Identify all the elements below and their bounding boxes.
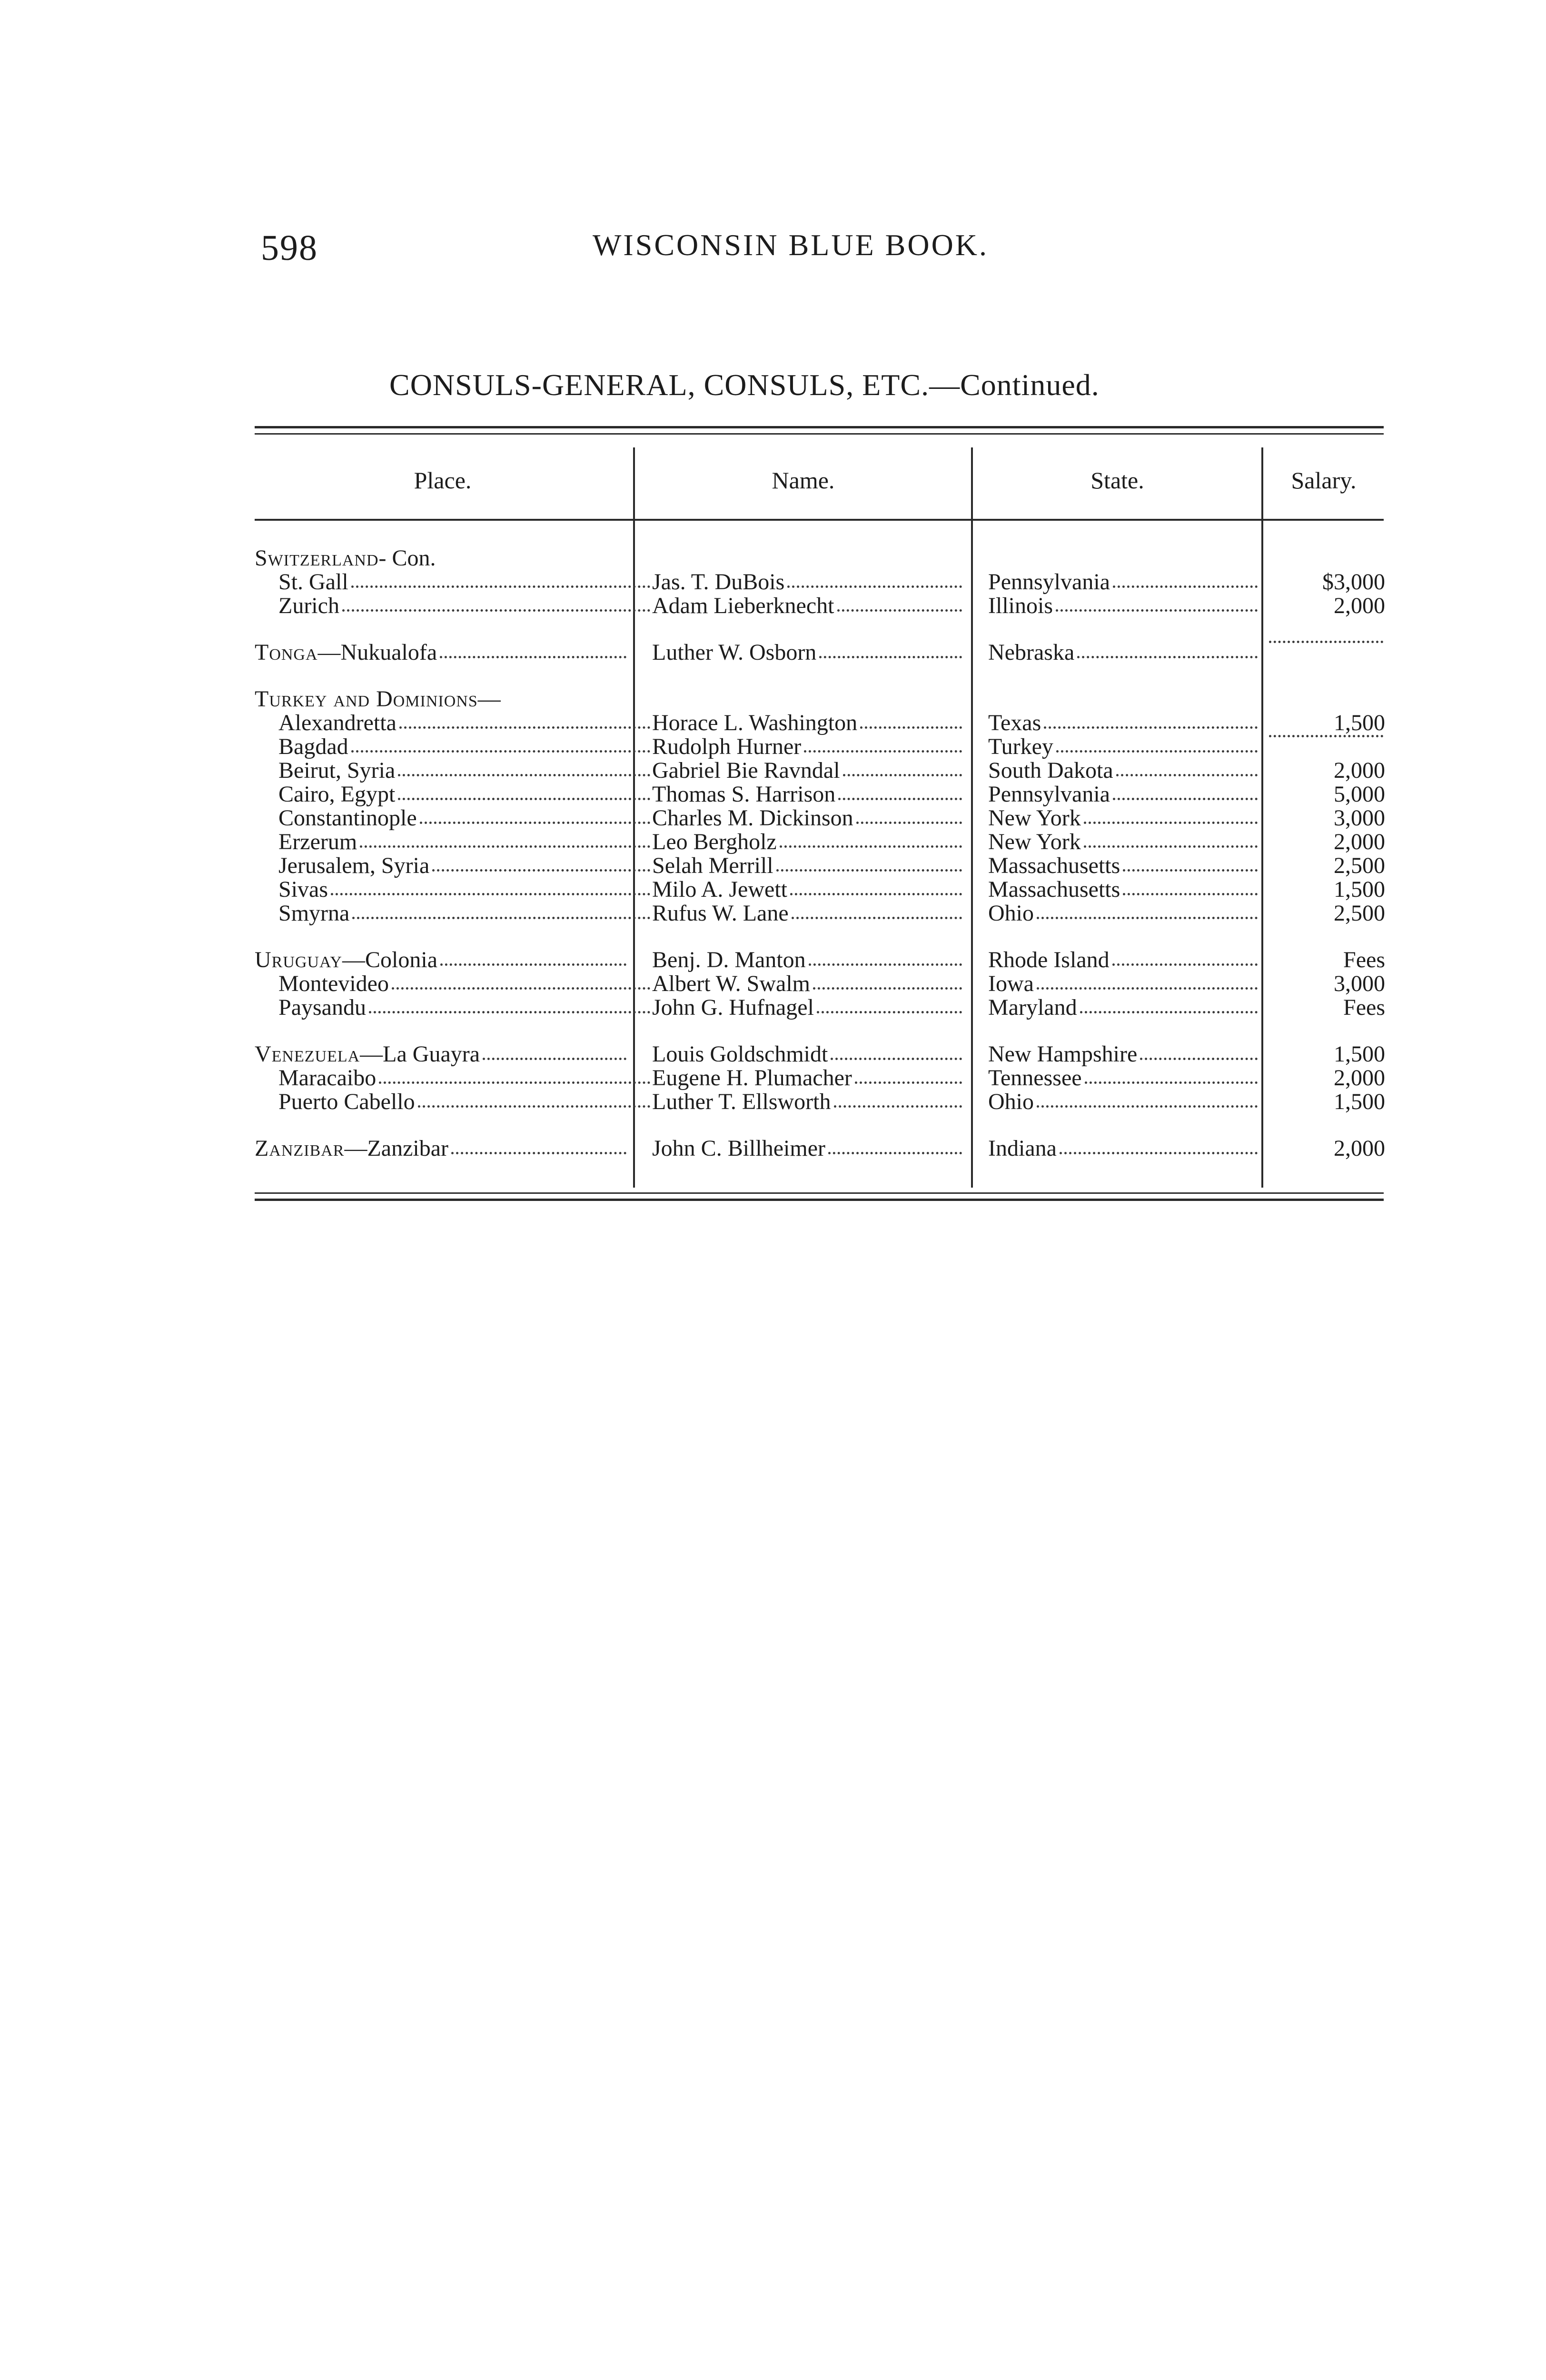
salary-cell: $3,000: [1322, 570, 1385, 594]
place-cell: [255, 1066, 652, 1090]
state-cell: [988, 902, 1259, 925]
name-cell: [652, 735, 964, 759]
dot-leader: [399, 726, 650, 729]
state-cell-text: [988, 1042, 1137, 1066]
state-cell: [988, 570, 1259, 594]
country-suffix: - Con.: [378, 546, 436, 570]
name-cell: [652, 759, 964, 783]
place-cell-value: —La Guayra: [360, 1042, 480, 1066]
place-cell: [255, 711, 652, 735]
state-cell-value: Massachusetts: [988, 878, 1120, 902]
place-cell-text: [278, 806, 417, 830]
name-cell: [652, 830, 964, 854]
dot-leader: [838, 798, 962, 800]
table-row: [0, 711, 1546, 735]
dot-leader: [440, 963, 626, 966]
dot-leader: [1113, 798, 1258, 800]
state-cell-text: [988, 570, 1110, 594]
name-cell-value: Horace L. Washington: [652, 711, 858, 735]
place-cell-value: Bagdad: [278, 735, 348, 759]
state-cell-text: [988, 854, 1120, 878]
column-header-name: Name.: [772, 467, 835, 494]
state-cell-value: Pennsylvania: [988, 570, 1110, 594]
name-cell: [652, 594, 964, 618]
dot-leader: [398, 798, 650, 800]
name-cell-text: [652, 830, 777, 854]
place-cell-text: [278, 1090, 415, 1114]
salary-cell: Fees: [1343, 996, 1385, 1020]
place-cell-value: —Colonia: [342, 948, 437, 972]
country-heading: [255, 546, 628, 570]
name-cell-text: [652, 735, 801, 759]
place-cell-text: [278, 854, 429, 878]
dot-leader: [1113, 585, 1258, 588]
place-cell-value: Beirut, Syria: [278, 759, 396, 783]
place-cell: [255, 972, 652, 996]
salary-cell: 2,500: [1334, 854, 1385, 878]
dot-leader: [351, 585, 650, 588]
dot-leader: [1060, 1152, 1258, 1154]
state-cell: [988, 594, 1259, 618]
country-heading-row: [0, 546, 1546, 570]
place-cell-value: Paysandu: [278, 996, 366, 1020]
salary-cell: 5,000: [1334, 783, 1385, 806]
salary-cell: 2,000: [1334, 1137, 1385, 1160]
name-cell-value: Selah Merrill: [652, 854, 773, 878]
name-cell-value: Eugene H. Plumacher: [652, 1066, 852, 1090]
state-cell-text: [988, 641, 1074, 664]
state-cell: [988, 1066, 1259, 1090]
name-cell: [652, 1137, 964, 1160]
state-cell: [988, 1042, 1259, 1066]
running-head: WISCONSIN BLUE BOOK.: [593, 228, 989, 262]
state-cell-value: Maryland: [988, 996, 1077, 1020]
name-cell-text: [652, 783, 835, 806]
table-row: [0, 806, 1546, 830]
name-cell-text: [652, 641, 816, 664]
place-cell: [255, 783, 652, 806]
place-cell-value: Erzerum: [278, 830, 357, 854]
dot-leader: [790, 893, 962, 895]
place-cell-value: —Nukualofa: [317, 641, 437, 664]
place-cell: [255, 641, 628, 664]
state-cell-value: Texas: [988, 711, 1041, 735]
name-cell-text: [652, 972, 810, 996]
salary-cell: [1266, 641, 1385, 649]
state-cell-value: Iowa: [988, 972, 1034, 996]
name-cell-text: [652, 902, 789, 925]
name-cell: [652, 570, 964, 594]
name-cell-text: [652, 854, 773, 878]
salary-cell: 2,000: [1334, 594, 1385, 618]
name-cell-text: [652, 806, 853, 830]
state-cell-value: Turkey: [988, 735, 1053, 759]
name-cell: [652, 1066, 964, 1090]
salary-cell: Fees: [1343, 948, 1385, 972]
name-cell-value: Jas. T. DuBois: [652, 570, 785, 594]
dot-leader: [440, 656, 626, 658]
state-cell: [988, 711, 1259, 735]
dot-leader: [451, 1152, 626, 1154]
dot-leader: [831, 1058, 962, 1060]
table-row: [0, 996, 1546, 1020]
dot-leader: [843, 774, 962, 776]
name-cell: [652, 996, 964, 1020]
name-cell-text: [652, 1090, 831, 1114]
dot-leader: [828, 1152, 962, 1154]
name-cell-text: [652, 1042, 828, 1066]
name-cell: [652, 711, 964, 735]
table-body: [0, 546, 1546, 1160]
place-cell-value: Puerto Cabello: [278, 1090, 415, 1114]
state-cell: [988, 806, 1259, 830]
name-cell: [652, 641, 964, 664]
salary-cell: 1,500: [1334, 711, 1385, 735]
country-name: Zanzibar: [255, 1137, 345, 1160]
dot-leader: [1084, 845, 1258, 848]
dot-leader: [1077, 656, 1258, 658]
state-cell: [988, 735, 1259, 759]
place-cell: [255, 1090, 652, 1114]
dot-leader: [787, 585, 962, 588]
name-cell: [652, 854, 964, 878]
name-cell-value: Louis Goldschmidt: [652, 1042, 828, 1066]
name-cell-value: Luther W. Osborn: [652, 641, 817, 664]
table-row: [0, 783, 1546, 806]
name-cell-text: [652, 948, 806, 972]
salary-cell: 1,500: [1334, 878, 1385, 902]
state-cell: [988, 878, 1259, 902]
dot-leader: [379, 1081, 650, 1084]
table-row: [0, 1066, 1546, 1090]
name-cell-value: Benj. D. Manton: [652, 948, 806, 972]
table-row: [0, 1137, 1546, 1160]
salary-cell: 2,000: [1334, 759, 1385, 783]
state-cell-text: [988, 902, 1034, 925]
place-cell: [255, 806, 652, 830]
name-cell-value: Albert W. Swalm: [652, 972, 810, 996]
dot-leader: [360, 845, 650, 848]
table-row: [0, 902, 1546, 925]
name-cell-text: [652, 711, 857, 735]
name-cell: [652, 878, 964, 902]
dot-leader: [1112, 963, 1258, 966]
country-heading: [255, 687, 628, 711]
place-cell-text: [255, 641, 437, 664]
table-row: [0, 735, 1546, 759]
state-cell-value: Rhode Island: [988, 948, 1110, 972]
name-cell-value: Rufus W. Lane: [652, 902, 789, 925]
salary-cell: 3,000: [1334, 972, 1385, 996]
place-cell-text: [255, 1137, 448, 1160]
place-cell-value: Constantinople: [278, 806, 417, 830]
name-cell-value: Leo Bergholz: [652, 830, 777, 854]
name-cell-text: [652, 570, 784, 594]
salary-cell: 2,000: [1334, 1066, 1385, 1090]
place-cell-value: Zurich: [278, 594, 339, 618]
dot-leader: [1037, 1105, 1258, 1108]
place-cell: [255, 759, 652, 783]
country-name: Tonga: [255, 641, 318, 664]
dot-leader: [856, 822, 962, 824]
place-cell-value: Maracaibo: [278, 1066, 377, 1090]
place-cell-text: [278, 570, 348, 594]
name-cell-value: Milo A. Jewett: [652, 878, 787, 902]
dot-leader: [1085, 1081, 1258, 1084]
column-header-place: Place.: [414, 467, 472, 494]
dot-leader: [1037, 917, 1258, 919]
state-cell-value: Nebraska: [988, 641, 1075, 664]
state-cell-value: South Dakota: [988, 759, 1113, 783]
state-cell: [988, 641, 1259, 664]
dot-leader: [1116, 774, 1258, 776]
header-underline: [634, 519, 972, 521]
dot-leader: [1037, 987, 1258, 990]
state-cell: [988, 972, 1259, 996]
dot-leader: [1123, 893, 1258, 895]
name-cell-text: [652, 1137, 825, 1160]
name-cell-text: [652, 996, 814, 1020]
place-cell: [255, 854, 652, 878]
column-header-salary: Salary.: [1291, 467, 1357, 494]
dot-leader: [432, 869, 650, 872]
place-cell-text: [278, 783, 395, 806]
state-cell-text: [988, 1066, 1082, 1090]
state-cell-value: Indiana: [988, 1137, 1057, 1160]
table-row: [0, 830, 1546, 854]
table-row: [0, 972, 1546, 996]
state-cell: [988, 830, 1259, 854]
dot-leader: [351, 750, 650, 753]
state-cell-text: [988, 594, 1053, 618]
name-cell-value: Rudolph Hurner: [652, 735, 802, 759]
state-cell-text: [988, 1137, 1057, 1160]
state-cell: [988, 948, 1259, 972]
name-cell: [652, 783, 964, 806]
state-cell-text: [988, 972, 1034, 996]
salary-cell: 2,500: [1334, 902, 1385, 925]
name-cell: [652, 972, 964, 996]
place-cell-value: St. Gall: [278, 570, 348, 594]
place-cell-text: [278, 711, 396, 735]
dot-leader: [813, 987, 962, 990]
name-cell-text: [652, 594, 834, 618]
country-prefix: [255, 1042, 360, 1066]
name-cell-value: Thomas S. Harrison: [652, 783, 836, 806]
country-name: Uruguay: [255, 948, 342, 972]
place-cell-text: [278, 759, 395, 783]
dot-leader: [776, 869, 962, 872]
name-cell-value: John C. Billheimer: [652, 1137, 825, 1160]
place-cell: [255, 735, 652, 759]
table-row: [0, 759, 1546, 783]
name-cell-value: Luther T. Ellsworth: [652, 1090, 831, 1114]
place-cell-text: [278, 735, 348, 759]
header-underline: [1262, 519, 1384, 521]
table-title: CONSULS-GENERAL, CONSULS, ETC.—Continued.: [389, 368, 1100, 402]
state-cell-value: Illinois: [988, 594, 1053, 618]
state-cell-value: Tennessee: [988, 1066, 1082, 1090]
place-cell-value: Sivas: [278, 878, 328, 902]
state-cell: [988, 1137, 1259, 1160]
state-cell-value: Ohio: [988, 902, 1034, 925]
dot-leader: [804, 750, 962, 753]
table-row: [0, 878, 1546, 902]
state-cell-text: [988, 783, 1110, 806]
place-cell: [255, 830, 652, 854]
state-cell-value: Ohio: [988, 1090, 1034, 1114]
place-cell-text: [278, 996, 366, 1020]
table-row: [0, 570, 1546, 594]
country-name: Turkey and Dominions: [255, 687, 478, 711]
dot-leader: [837, 609, 962, 612]
place-cell: [255, 948, 628, 972]
place-cell-value: Alexandretta: [278, 711, 396, 735]
name-cell-value: John G. Hufnagel: [652, 996, 814, 1020]
place-cell-value: —Zanzibar: [344, 1137, 448, 1160]
dot-leader: [1269, 735, 1383, 737]
state-cell-value: Massachusetts: [988, 854, 1120, 878]
country-name: Venezuela: [255, 1042, 360, 1066]
dot-leader: [420, 822, 650, 824]
dot-leader: [483, 1058, 626, 1060]
place-cell: [255, 594, 652, 618]
state-cell: [988, 996, 1259, 1020]
place-cell-value: Jerusalem, Syria: [278, 854, 430, 878]
salary-cell: 3,000: [1334, 806, 1385, 830]
place-cell-text: [278, 1066, 376, 1090]
state-cell-text: [988, 1090, 1034, 1114]
dot-leader: [342, 609, 650, 612]
name-cell: [652, 1090, 964, 1114]
name-cell: [652, 806, 964, 830]
header-underline: [972, 519, 1262, 521]
state-cell-value: Pennsylvania: [988, 783, 1110, 806]
state-cell-value: New Hampshire: [988, 1042, 1138, 1066]
state-cell-text: [988, 711, 1041, 735]
dot-leader: [1123, 869, 1258, 872]
place-cell: [255, 1137, 628, 1160]
state-cell: [988, 759, 1259, 783]
place-cell: [255, 570, 652, 594]
state-cell-text: [988, 759, 1113, 783]
place-cell-text: [278, 902, 349, 925]
dot-leader: [834, 1105, 962, 1108]
place-cell-value: Montevideo: [278, 972, 389, 996]
dot-leader: [809, 963, 962, 966]
name-cell-value: Adam Lieberknecht: [652, 594, 834, 618]
table-row: [0, 641, 1546, 664]
dot-leader: [392, 987, 650, 990]
dot-leader: [352, 917, 650, 919]
dot-leader: [792, 917, 962, 919]
salary-cell: [1266, 735, 1385, 744]
place-cell-value: Smyrna: [278, 902, 350, 925]
table-row: [0, 854, 1546, 878]
page-number: 598: [261, 228, 318, 268]
dot-leader: [860, 726, 962, 729]
name-cell-text: [652, 759, 840, 783]
place-cell: [255, 1042, 628, 1066]
place-cell-text: [278, 594, 339, 618]
place-cell: [255, 996, 652, 1020]
dot-leader: [1080, 1011, 1258, 1013]
dot-leader: [331, 893, 650, 895]
header-underline: [255, 519, 634, 521]
dot-leader: [1084, 822, 1258, 824]
table-row: [0, 948, 1546, 972]
dot-leader: [1056, 750, 1258, 753]
dot-leader: [1056, 609, 1258, 612]
country-prefix: [255, 948, 342, 972]
name-cell-text: [652, 1066, 852, 1090]
column-header-state: State.: [1090, 467, 1144, 494]
state-cell: [988, 854, 1259, 878]
state-cell-text: [988, 830, 1081, 854]
place-cell-text: [278, 830, 357, 854]
country-suffix: —: [477, 687, 501, 711]
dot-leader: [1269, 641, 1383, 643]
name-cell-value: Gabriel Bie Ravndal: [652, 759, 840, 783]
place-cell-text: [278, 878, 328, 902]
salary-cell: 2,000: [1334, 830, 1385, 854]
place-cell-value: Cairo, Egypt: [278, 783, 396, 806]
place-cell: [255, 902, 652, 925]
dot-leader: [1044, 726, 1258, 729]
table-row: [0, 594, 1546, 618]
name-cell: [652, 1042, 964, 1066]
name-cell-text: [652, 878, 787, 902]
table-row: [0, 1090, 1546, 1114]
state-cell-text: [988, 806, 1081, 830]
name-cell-value: Charles M. Dickinson: [652, 806, 853, 830]
state-cell: [988, 1090, 1259, 1114]
state-cell-text: [988, 996, 1077, 1020]
dot-leader: [398, 774, 650, 776]
place-cell-text: [255, 948, 437, 972]
dot-leader: [1140, 1058, 1258, 1060]
country-prefix: [255, 1137, 344, 1160]
place-cell: [255, 878, 652, 902]
place-cell-text: [278, 972, 389, 996]
name-cell: [652, 948, 964, 972]
state-cell: [988, 783, 1259, 806]
name-cell: [652, 902, 964, 925]
dot-leader: [819, 656, 962, 658]
dot-leader: [817, 1011, 962, 1013]
salary-cell: 1,500: [1334, 1090, 1385, 1114]
dot-leader: [369, 1011, 650, 1013]
state-cell-text: [988, 735, 1053, 759]
dot-leader: [855, 1081, 962, 1084]
dot-leader: [418, 1105, 650, 1108]
state-cell-value: New York: [988, 806, 1081, 830]
country-name: Switzerland: [255, 546, 379, 570]
place-cell-text: [255, 1042, 480, 1066]
state-cell-text: [988, 878, 1120, 902]
country-heading-row: [0, 687, 1546, 711]
country-prefix: [255, 641, 318, 664]
state-cell-value: New York: [988, 830, 1081, 854]
state-cell-text: [988, 948, 1110, 972]
table-row: [0, 1042, 1546, 1066]
dot-leader: [780, 845, 962, 848]
salary-cell: 1,500: [1334, 1042, 1385, 1066]
